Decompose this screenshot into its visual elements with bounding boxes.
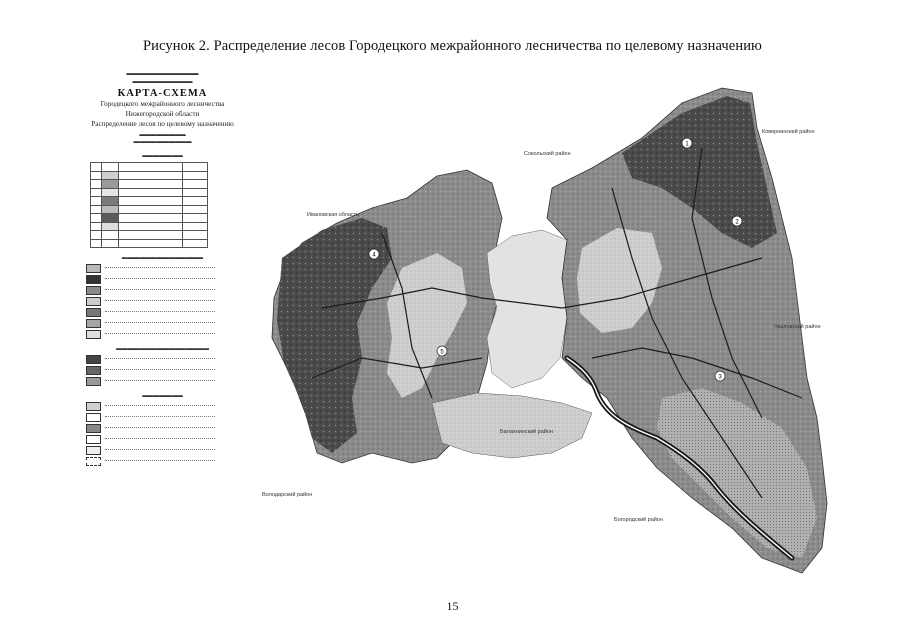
legend-swatch-row bbox=[86, 402, 245, 411]
map-number-marker bbox=[369, 249, 379, 259]
legend-swatch-row bbox=[86, 355, 245, 364]
region-label-sokolsky: Сокольский район bbox=[524, 151, 571, 157]
figure-caption: Рисунок 2. Распределение лесов Городецкого межрайонного лесничества по целевому назначению bbox=[143, 38, 762, 54]
map-number-marker bbox=[715, 371, 725, 381]
legend-swatch-row bbox=[86, 297, 245, 306]
region-label-balakhna: Балахнинский район bbox=[500, 429, 553, 435]
legend-meta: ▬▬▬▬▬▬▬▬ ▬▬▬▬▬▬▬▬▬▬ bbox=[133, 132, 192, 145]
legend-ministry-line-2: ▬▬▬▬▬▬▬▬▬▬ bbox=[132, 79, 193, 85]
map-number-marker bbox=[682, 138, 692, 148]
central-valley bbox=[487, 230, 567, 388]
legend-swatch-row bbox=[86, 286, 245, 295]
map-number-marker bbox=[732, 216, 742, 226]
svg-text:5: 5 bbox=[440, 349, 444, 356]
svg-text:4: 4 bbox=[372, 252, 376, 259]
legend-swatch-row bbox=[86, 308, 245, 317]
map-number-marker bbox=[437, 346, 447, 356]
legend-swatch-row bbox=[86, 275, 245, 284]
legend-forestry-name: Городецкого межрайонного лесничества bbox=[100, 100, 225, 108]
region-label-chkalovsk: Чкаловский район bbox=[774, 324, 821, 330]
region-label-kovernino: Ковернинский район bbox=[762, 129, 815, 135]
legend-table bbox=[90, 162, 208, 248]
legend-swatch-row bbox=[86, 413, 245, 422]
map-legend bbox=[80, 70, 245, 510]
legend-swatch-row bbox=[86, 319, 245, 328]
legend-forest-types-title: ▬▬▬▬▬▬▬▬▬▬▬▬▬▬ bbox=[121, 255, 204, 261]
legend-swatch-row bbox=[86, 435, 245, 444]
legend-swatch-row bbox=[86, 330, 245, 339]
legend-swatch-row bbox=[86, 457, 245, 466]
page-number: 15 bbox=[446, 599, 459, 613]
legend-map-title: КАРТА-СХЕМА bbox=[117, 88, 208, 99]
legend-region-name: Нижегородской области bbox=[125, 110, 200, 118]
svg-text:2: 2 bbox=[735, 219, 739, 226]
legend-protective-title: ▬▬▬▬▬▬▬▬▬▬▬▬▬▬▬▬ bbox=[116, 346, 209, 352]
region-label-volodarsk: Володарский район bbox=[262, 492, 313, 498]
legend-map-subject: Распределение лесов по целевому назначению bbox=[91, 120, 234, 128]
legend-table-title: ▬▬▬▬▬▬▬ bbox=[142, 153, 183, 159]
legend-ministry-line: ▬▬▬▬▬▬▬▬▬▬▬▬ bbox=[126, 71, 199, 77]
forest-map bbox=[262, 58, 832, 588]
legend-swatch-row bbox=[86, 264, 245, 273]
legend-swatch-row bbox=[86, 424, 245, 433]
legend-swatch-row bbox=[86, 366, 245, 375]
south-strip bbox=[432, 393, 592, 458]
region-label-ivanovo: Ивановская область bbox=[307, 212, 360, 218]
svg-text:3: 3 bbox=[718, 374, 722, 381]
legend-swatch-row bbox=[86, 377, 245, 386]
svg-text:1: 1 bbox=[685, 141, 689, 148]
region-label-bogorodsk: Богородский район bbox=[614, 517, 663, 523]
legend-swatch-row bbox=[86, 446, 245, 455]
legend-symbols-title: ▬▬▬▬▬▬▬ bbox=[142, 393, 183, 399]
